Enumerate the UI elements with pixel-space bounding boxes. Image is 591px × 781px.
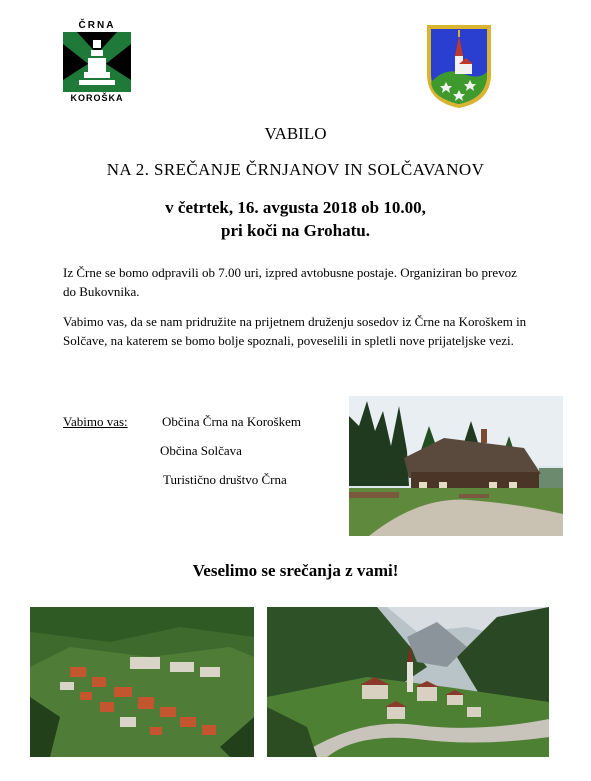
solcava-coat-of-arms-icon [424,22,494,110]
invitation-paragraph: Vabimo vas, da se nam pridružite na prijetnem druženju sosedov iz Črne na Koroškem in Solčave, na katerem se bomo bolje spoznali, poveselili in spletli nove prijateljske vezi. [63,314,527,348]
organizer-item: Občina Črna na Koroškem [162,414,301,429]
closing-line: Veselimo se srečanja z vami! [192,561,399,580]
event-place: pri koči na Grohatu. [221,221,370,240]
crna-logo-bottom-text: KOROŠKA [70,93,124,103]
invitation-title: VABILO [264,124,327,143]
invitation-subtitle: NA 2. SREČANJE ČRNJANOV IN SOLČAVANOV [106,160,485,179]
organizer-item: Turistično društvo Črna [163,472,287,487]
grohat-hut-photo [349,396,563,536]
crna-logo-top-text: ČRNA [78,20,116,31]
solcava-village-photo [267,607,549,757]
crna-town-photo [30,607,254,757]
transport-paragraph: Iz Črne se bomo odpravili ob 7.00 uri, izpred avtobusne postaje. Organiziran bo prevoz do Bukovnika. [63,265,517,299]
organizer-item: Občina Solčava [160,443,242,458]
event-date: v četrtek, 16. avgusta 2018 ob 10.00, [165,198,426,217]
crna-logo [63,20,131,104]
crna-coat-of-arms-icon [63,32,131,92]
invite-label: Vabimo vas: [63,414,128,429]
